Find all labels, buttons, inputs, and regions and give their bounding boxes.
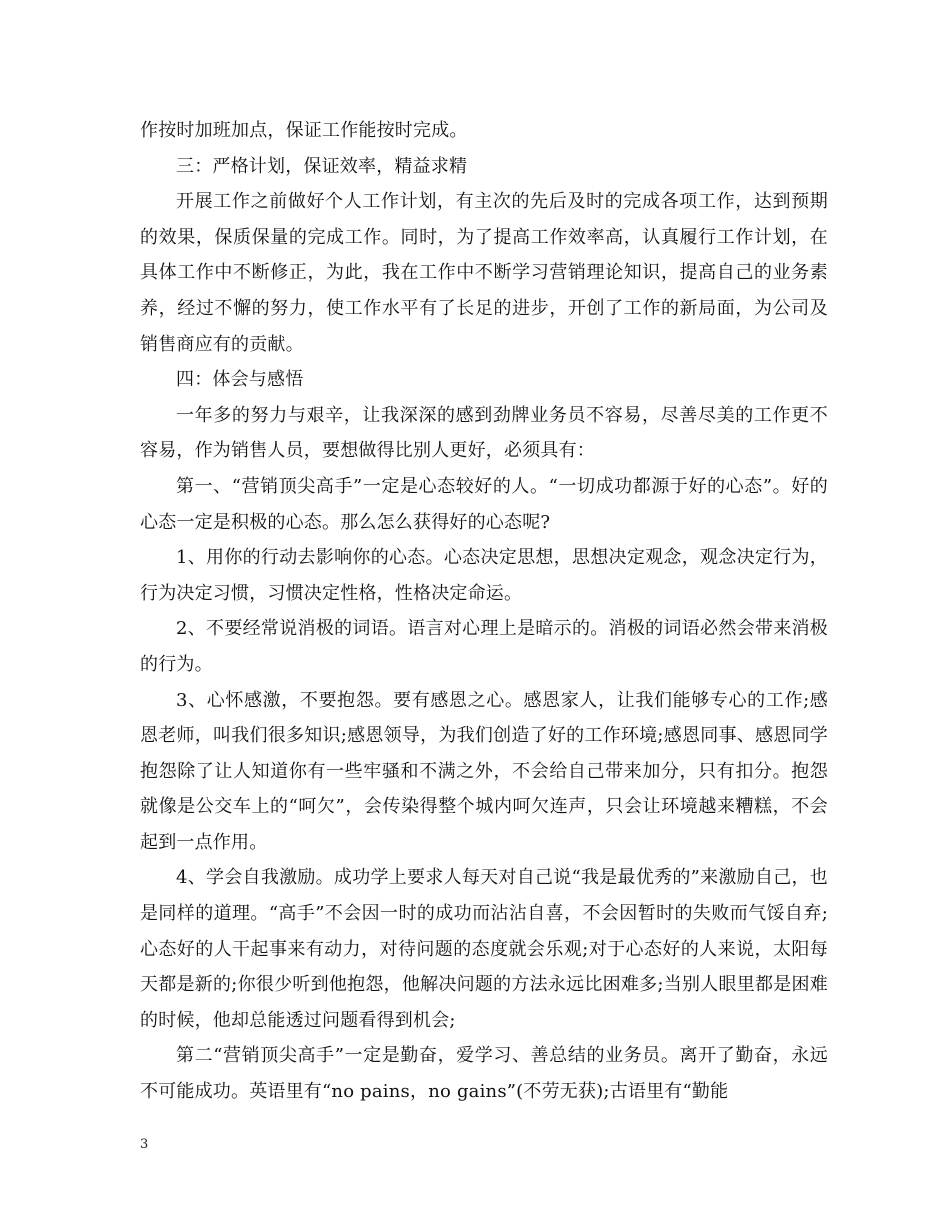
document-body (140, 113, 828, 1110)
paragraph-1: 作按时加班加点，保证工作能按时完成。 (140, 120, 468, 141)
paragraph-3: 开展工作之前做好个人工作计划，有主次的先后及时的完成各项工作，达到预期的效果，保质保量的完成工作。同时，为了提高工作效率高，认真履行工作计划，在具体工作中不断修正，为此，我在工作中不断学习营销理论知识，提高自己的业务素养，经过不懈的努力，使工作水平有了长足的进步，开创了工作的新局面，为公司及销售商应有的贡献。 (140, 191, 828, 355)
list-item-3: 3、心怀感激，不要抱怨。要有感恩之心。感恩家人，让我们能够专心的工作;感恩老师，叫我们很多知识;感恩领导，为我们创造了好的工作环境;感恩同事、感恩同学抱怨除了让人知道你有一些牢骚和不满之外，不会给自己带来加分，只有扣分。抱怨就像是公交车上的“呵欠”，会传染得整个城内呵欠连声，只会让环境越来糟糕，不会起到一点作用。 (140, 689, 828, 853)
list-item-1: 1、用你的行动去影响你的心态。心态决定思想，思想决定观念，观念决定行为，行为决定习惯，习惯决定性格，性格决定命运。 (140, 547, 828, 604)
section-heading-4: 四：体会与感悟 (176, 369, 304, 391)
list-item-2: 2、不要经常说消极的词语。语言对心理上是暗示的。消极的词语必然会带来消极的行为。 (140, 618, 828, 675)
section-heading-3: 三：严格计划，保证效率，精益求精 (176, 155, 468, 177)
paragraph-6: 第一、“营销顶尖高手”一定是心态较好的人。“一切成功都源于好的心态”。好的心态一定是积极的心态。那么怎么获得好的心态呢? (140, 475, 828, 533)
paragraph-11: 第二“营销顶尖高手”一定是勤奋，爱学习、善总结的业务员。离开了勤奋，永远不可能成功。英语里有“no pains，no gains”(不劳无获);古语里有“勤能 (140, 1045, 828, 1103)
paragraph-5: 一年多的努力与艰辛，让我深深的感到劲牌业务员不容易，尽善尽美的工作更不容易，作为销售人员，要想做得比别人更好，必须具有： (140, 404, 828, 462)
list-item-4: 4、学会自我激励。成功学上要求人每天对自己说“我是最优秀的”来激励自己，也是同样的道理。“高手”不会因一时的成功而沾沾自喜，不会因暂时的失败而气馁自弃;心态好的人干起事来有动力，对待问题的态度就会乐观;对于心态好的人来说，太阳每天都是新的;你很少听到他抱怨，他解决问题的方法永远比困难多;当别人眼里都是困难的时候，他却总能透过问题看得到机会; (140, 867, 828, 1031)
page-number: 3 (140, 1137, 149, 1152)
